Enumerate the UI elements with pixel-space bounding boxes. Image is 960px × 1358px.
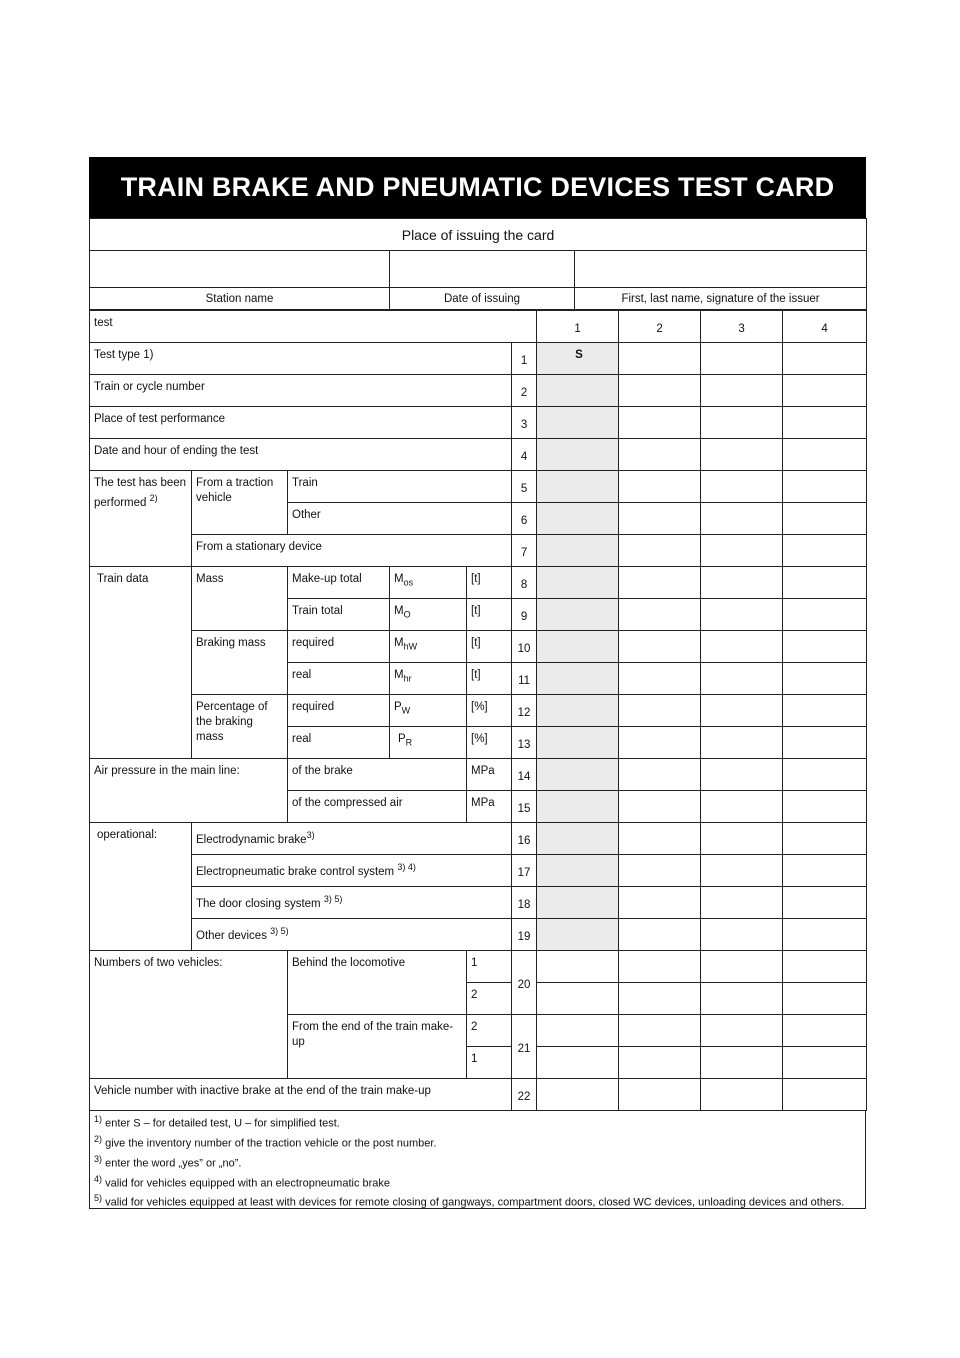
row-num: 11 (512, 663, 537, 695)
footnote: $^{2)}$ give the inventory number of the traction vehicle or the post number. (94, 1133, 437, 1150)
entry-cell[interactable] (537, 983, 619, 1015)
required-label: required (288, 631, 390, 663)
row-num: 10 (512, 631, 537, 663)
row-train-number: Train or cycle number (90, 375, 512, 407)
entry-cell[interactable] (783, 855, 867, 887)
entry-cell[interactable] (783, 471, 867, 503)
behind-loco-label: Behind the locomotive (288, 951, 467, 1015)
row-num: 16 (512, 823, 537, 855)
entry-cell[interactable] (701, 791, 783, 823)
entry-cell[interactable] (783, 535, 867, 567)
entry-cell-shaded[interactable] (537, 887, 619, 919)
test-card (89, 157, 866, 1209)
entry-cell[interactable] (783, 567, 867, 599)
entry-cell[interactable] (783, 727, 867, 759)
entry-cell[interactable] (701, 343, 783, 375)
vehicle-order: 1 (467, 1047, 512, 1079)
entry-cell-shaded[interactable] (537, 503, 619, 535)
entry-cell[interactable] (619, 503, 701, 535)
row-performed (90, 471, 192, 567)
entry-cell[interactable] (619, 599, 701, 631)
entry-cell-shaded[interactable] (537, 823, 619, 855)
entry-cell[interactable] (619, 567, 701, 599)
stationary-label: From a stationary device (192, 535, 512, 567)
entry-cell[interactable] (701, 727, 783, 759)
unit-mpa: MPa (467, 759, 512, 791)
symbol-mos: $M_{os}$ (390, 567, 467, 599)
entry-cell[interactable] (619, 759, 701, 791)
row-num: 13 (512, 727, 537, 759)
row-num: 22 (512, 1079, 537, 1111)
mass-label: Mass (192, 567, 288, 631)
entry-cell[interactable] (701, 855, 783, 887)
entry-cell[interactable] (701, 599, 783, 631)
entry-cell[interactable] (619, 855, 701, 887)
entry-cell[interactable] (783, 983, 867, 1015)
entry-cell-shaded[interactable] (537, 727, 619, 759)
entry-cell[interactable] (619, 663, 701, 695)
entry-cell[interactable] (783, 599, 867, 631)
from-end-label: From the end of the train make-up (288, 1015, 467, 1079)
symbol-mhr: $M_{hr}$ (390, 663, 467, 695)
row-num: 12 (512, 695, 537, 727)
station-name-label: Station name (90, 288, 390, 310)
percentage-label: Percentage of the braking mass (192, 695, 288, 759)
entry-cell-shaded[interactable] (537, 919, 619, 951)
entry-cell-shaded[interactable] (537, 631, 619, 663)
entry-cell[interactable] (701, 695, 783, 727)
entry-cell[interactable] (701, 1047, 783, 1079)
vehicle-order: 1 (467, 951, 512, 983)
entry-cell[interactable] (783, 663, 867, 695)
entry-cell[interactable] (619, 631, 701, 663)
unit-t: [t] (467, 599, 512, 631)
entry-cell[interactable] (783, 951, 867, 983)
entry-cell[interactable] (537, 951, 619, 983)
entry-cell[interactable] (783, 759, 867, 791)
entry-cell[interactable] (701, 567, 783, 599)
entry-cell[interactable] (701, 407, 783, 439)
entry-cell[interactable] (619, 727, 701, 759)
row-num: 2 (512, 375, 537, 407)
entry-cell[interactable] (783, 503, 867, 535)
row-num: 8 (512, 567, 537, 599)
performed-label: The test has been performed (94, 477, 187, 509)
entry-cell[interactable] (619, 887, 701, 919)
performed-sup: 2) (149, 493, 158, 503)
entry-cell[interactable] (701, 439, 783, 471)
operational-label: operational: (90, 823, 192, 951)
test-type-value[interactable]: S (537, 343, 619, 375)
entry-cell[interactable] (619, 1047, 701, 1079)
of-compressed-label: of the compressed air (288, 791, 467, 823)
numbers-two-label: Numbers of two vehicles: (90, 951, 288, 1079)
row-num: 19 (512, 919, 537, 951)
entry-cell[interactable] (701, 919, 783, 951)
train-data-label: Train data (90, 567, 192, 759)
other-label: Other (288, 503, 512, 535)
test-table (89, 310, 867, 1111)
entry-cell[interactable] (783, 823, 867, 855)
entry-cell-shaded[interactable] (537, 535, 619, 567)
entry-cell-shaded[interactable] (537, 791, 619, 823)
entry-cell-shaded[interactable] (537, 471, 619, 503)
entry-cell[interactable] (783, 343, 867, 375)
entry-cell[interactable] (619, 439, 701, 471)
entry-cell[interactable] (619, 823, 701, 855)
entry-cell[interactable] (783, 407, 867, 439)
entry-cell[interactable] (619, 1015, 701, 1047)
footnote: $^{5)}$ valid for vehicles equipped at least with devices for remote closing of gangways, compartment doors, closed WC devices, unloading devices and others. (94, 1193, 845, 1210)
entry-cell[interactable] (783, 1015, 867, 1047)
issuer-field[interactable] (575, 251, 867, 288)
entry-cell[interactable] (701, 663, 783, 695)
entry-cell[interactable] (701, 951, 783, 983)
row-num: 4 (512, 439, 537, 471)
unit-t: [t] (467, 663, 512, 695)
entry-cell-shaded[interactable] (537, 663, 619, 695)
entry-cell[interactable] (701, 1079, 783, 1111)
electrodynamic-label: Electrodynamic brake$^{3)}$ (192, 823, 512, 855)
braking-mass-label: Braking mass (192, 631, 288, 695)
row-num: 17 (512, 855, 537, 887)
entry-cell[interactable] (537, 1047, 619, 1079)
entry-cell-shaded[interactable] (537, 567, 619, 599)
entry-cell[interactable] (783, 439, 867, 471)
entry-cell[interactable] (619, 951, 701, 983)
entry-cell[interactable] (619, 1079, 701, 1111)
entry-cell[interactable] (619, 919, 701, 951)
entry-cell-shaded[interactable] (537, 695, 619, 727)
entry-cell[interactable] (619, 407, 701, 439)
entry-cell-shaded[interactable] (537, 439, 619, 471)
issuing-heading: Place of issuing the card (90, 219, 867, 251)
unit-pct: [%] (467, 727, 512, 759)
footnote: $^{3)}$ enter the word „yes” or „no”. (94, 1153, 242, 1170)
row-num: 14 (512, 759, 537, 791)
unit-t: [t] (467, 567, 512, 599)
row-place: Place of test performance (90, 407, 512, 439)
entry-cell[interactable] (783, 631, 867, 663)
col-header-1: 1 (537, 311, 619, 343)
entry-cell[interactable] (619, 343, 701, 375)
makeup-total-label: Make-up total (288, 567, 390, 599)
row-num: 9 (512, 599, 537, 631)
entry-cell[interactable] (701, 503, 783, 535)
footnotes (89, 1111, 866, 1209)
real-label: real (288, 727, 390, 759)
entry-cell[interactable] (619, 535, 701, 567)
entry-cell[interactable] (701, 887, 783, 919)
entry-cell[interactable] (701, 1015, 783, 1047)
unit-mpa: MPa (467, 791, 512, 823)
entry-cell-shaded[interactable] (537, 759, 619, 791)
entry-cell[interactable] (783, 1079, 867, 1111)
unit-pct: [%] (467, 695, 512, 727)
entry-cell[interactable] (701, 375, 783, 407)
entry-cell[interactable] (783, 1047, 867, 1079)
of-brake-label: of the brake (288, 759, 467, 791)
symbol-mo: $M_O$ (390, 599, 467, 631)
entry-cell-shaded[interactable] (537, 375, 619, 407)
col-header-2: 2 (619, 311, 701, 343)
row-num: 20 (512, 951, 537, 1015)
entry-cell[interactable] (783, 919, 867, 951)
issuer-label: First, last name, signature of the issuer (575, 288, 867, 310)
entry-cell[interactable] (619, 695, 701, 727)
unit-t: [t] (467, 631, 512, 663)
row-num: 7 (512, 535, 537, 567)
from-traction-label: From a traction vehicle (192, 471, 288, 535)
other-devices-label: Other devices $^{3) 5)}$ (192, 919, 512, 951)
door-closing-label: The door closing system $^{3) 5)}$ (192, 887, 512, 919)
card-title: TRAIN BRAKE AND PNEUMATIC DEVICES TEST CARD (89, 157, 866, 218)
entry-cell-shaded[interactable] (537, 407, 619, 439)
row-num: 5 (512, 471, 537, 503)
required-label: required (288, 695, 390, 727)
date-field[interactable] (390, 251, 575, 288)
inactive-brake-label: Vehicle number with inactive brake at the end of the train make-up (90, 1079, 512, 1111)
entry-cell[interactable] (619, 375, 701, 407)
entry-cell[interactable] (701, 983, 783, 1015)
row-num: 1 (512, 343, 537, 375)
entry-cell[interactable] (619, 471, 701, 503)
air-pressure-label: Air pressure in the main line: (90, 759, 288, 823)
entry-cell[interactable] (701, 823, 783, 855)
row-num: 18 (512, 887, 537, 919)
entry-cell-shaded[interactable] (537, 599, 619, 631)
entry-cell[interactable] (701, 535, 783, 567)
station-name-field[interactable] (90, 251, 390, 288)
train-label: Train (288, 471, 512, 503)
test-label: test (90, 311, 537, 343)
symbol-mhw: $M_{hW}$ (390, 631, 467, 663)
date-label: Date of issuing (390, 288, 575, 310)
entry-cell[interactable] (783, 695, 867, 727)
entry-cell[interactable] (619, 983, 701, 1015)
row-test-type: Test type 1) (90, 343, 512, 375)
col-header-4: 4 (783, 311, 867, 343)
entry-cell[interactable] (537, 1015, 619, 1047)
electropneumatic-label: Electropneumatic brake control system $^{3) 4)}$ (192, 855, 512, 887)
entry-cell[interactable] (701, 471, 783, 503)
symbol-pw: $P_W$ (390, 695, 467, 727)
entry-cell-shaded[interactable] (537, 855, 619, 887)
issuing-table (89, 218, 867, 310)
entry-cell[interactable] (537, 1079, 619, 1111)
vehicle-order: 2 (467, 1015, 512, 1047)
entry-cell[interactable] (783, 887, 867, 919)
real-label: real (288, 663, 390, 695)
row-date-hour: Date and hour of ending the test (90, 439, 512, 471)
entry-cell[interactable] (701, 759, 783, 791)
entry-cell[interactable] (783, 375, 867, 407)
entry-cell[interactable] (783, 791, 867, 823)
footnote: $^{1)}$ enter S – for detailed test, U – for simplified test. (94, 1114, 340, 1130)
row-num: 3 (512, 407, 537, 439)
train-total-label: Train total (288, 599, 390, 631)
footnote: $^{4)}$ valid for vehicles equipped with an electropneumatic brake (94, 1173, 391, 1190)
row-num: 21 (512, 1015, 537, 1079)
entry-cell[interactable] (701, 631, 783, 663)
symbol-pr: $P_R$ (390, 727, 467, 759)
row-num: 15 (512, 791, 537, 823)
entry-cell[interactable] (619, 791, 701, 823)
vehicle-order: 2 (467, 983, 512, 1015)
row-num: 6 (512, 503, 537, 535)
col-header-3: 3 (701, 311, 783, 343)
